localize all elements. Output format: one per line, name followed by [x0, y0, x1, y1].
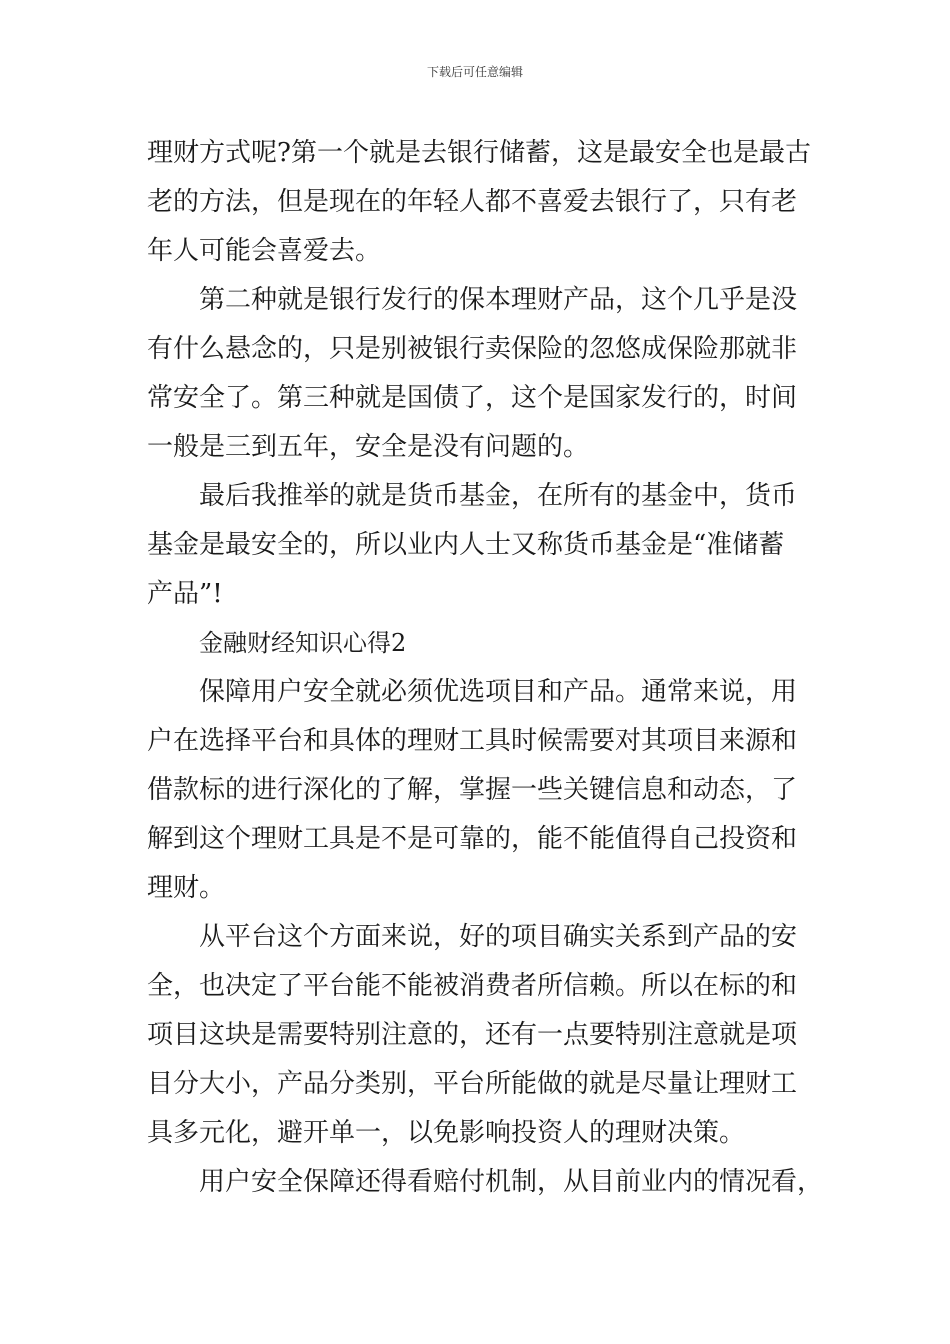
text-line: 理财。 — [147, 873, 226, 903]
text-line: 有什么悬念的，只是别被银行卖保险的忽悠成保险那就非 — [147, 334, 798, 364]
text-line: 借款标的进行深化的了解，掌握一些关键信息和动态，了 — [147, 775, 798, 805]
paragraph-start-line: 最后我推举的就是货币基金，在所有的基金中，货币 — [199, 481, 798, 511]
section-heading: 金融财经知识心得2 — [199, 629, 407, 657]
text-line: 基金是最安全的，所以业内人士又称货币基金是“准储蓄 — [147, 530, 785, 560]
text-line: 产品”! — [147, 579, 223, 609]
paragraph-start-line: 从平台这个方面来说，好的项目确实关系到产品的安 — [199, 922, 798, 952]
text-line: 户在选择平台和具体的理财工具时候需要对其项目来源和 — [147, 726, 798, 756]
text-line: 具多元化，避开单一，以免影响投资人的理财决策。 — [147, 1118, 746, 1148]
paragraph-start-line: 第二种就是银行发行的保本理财产品，这个几乎是没 — [199, 285, 798, 315]
text-line: 常安全了。第三种就是国债了，这个是国家发行的，时间 — [147, 383, 798, 413]
text-line: 一般是三到五年，安全是没有问题的。 — [147, 432, 590, 462]
page-header: 下载后可任意编辑 — [426, 65, 523, 79]
paragraph-start-line: 保障用户安全就必须优选项目和产品。通常来说，用 — [199, 677, 798, 707]
text-line: 老的方法，但是现在的年轻人都不喜爱去银行了，只有老 — [147, 187, 798, 217]
text-line: 全，也决定了平台能不能被消费者所信赖。所以在标的和 — [147, 971, 798, 1001]
text-line: 项目这块是需要特别注意的，还有一点要特别注意就是项 — [147, 1020, 798, 1050]
text-line: 理财方式呢?第一个就是去银行储蓄，这是最安全也是最古 — [147, 138, 811, 168]
text-line: 解到这个理财工具是不是可靠的，能不能值得自己投资和 — [147, 824, 798, 854]
text-line: 目分大小，产品分类别，平台所能做的就是尽量让理财工 — [147, 1069, 798, 1099]
paragraph-start-line: 用户安全保障还得看赔付机制，从目前业内的情况看， — [199, 1167, 824, 1197]
document-body — [147, 129, 824, 1207]
text-line: 年人可能会喜爱去。 — [147, 236, 382, 266]
